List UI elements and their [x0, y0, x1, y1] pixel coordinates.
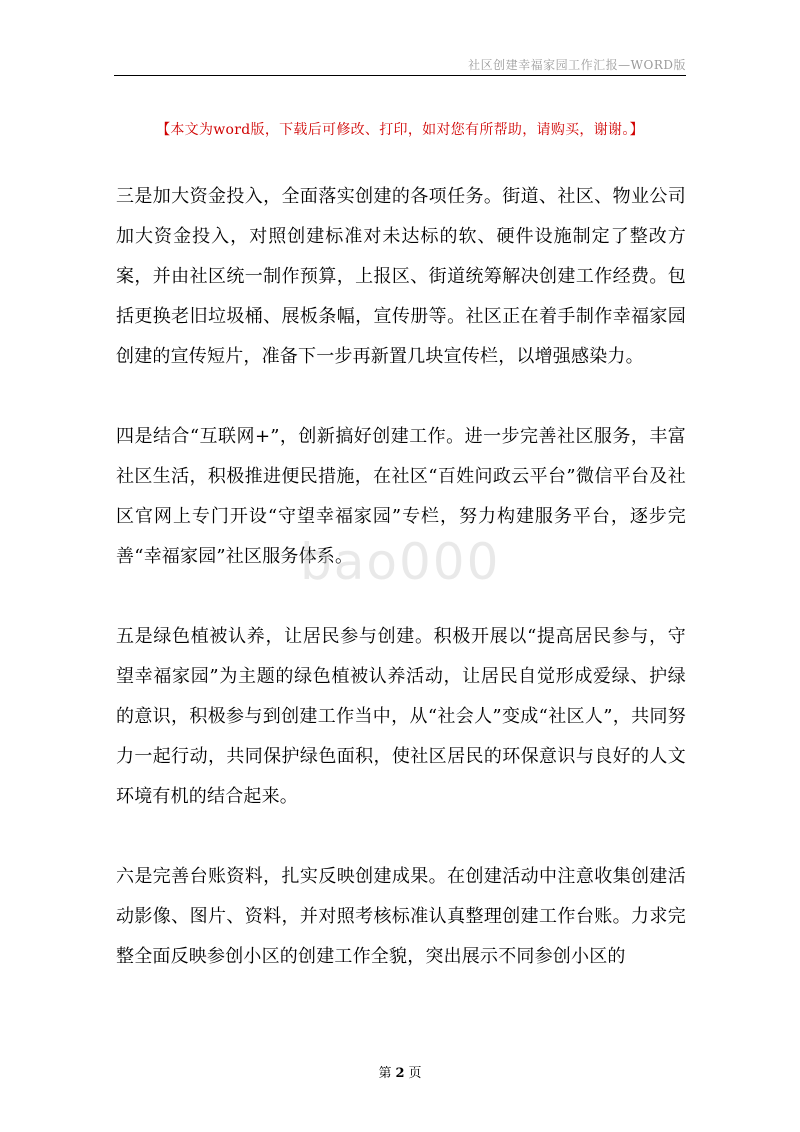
footer-prefix: 第 — [378, 1066, 392, 1081]
footer-suffix: 页 — [408, 1066, 422, 1081]
paragraph-internet-plus: 四是结合“互联网+”，创新搞好创建工作。进一步完善社区服务，丰富社区生活，积极推进便民措施，在社区“百姓问政云平台”微信平台及社区官网上专门开设“守望幸福家园”专栏，努力构建服务平台，逐步完善“幸福家园”社区服务体系。 — [116, 426, 686, 567]
running-header: 社区创建幸福家园工作汇报—WORD版 — [468, 58, 686, 72]
paragraph-funding: 三是加大资金投入，全面落实创建的各项任务。街道、社区、物业公司加大资金投入，对照创建标准对未达标的软、硬件设施制定了整改方案，并由社区统一制作预算，上报区、街道统筹解决创建工作经费。包括更换老旧垃圾桶、展板条幅，宣传册等。社区正在着手制作幸福家园创建的宣传短片，准备下一步再新置几块宣传栏，以增强感染力。 — [116, 186, 686, 367]
download-notice: 【本文为word版，下载后可修改、打印，如对您有所帮助，请购买，谢谢。】 — [156, 122, 644, 138]
watermark: bao000 — [300, 533, 501, 591]
body-text — [116, 177, 686, 1017]
page-number: 2 — [395, 1066, 405, 1081]
paragraph-ledger: 六是完善台账资料，扎实反映创建成果。在创建活动中注意收集创建活动影像、图片、资料，并对照考核标准认真整理创建工作台账。力求完整全面反映参创小区的创建工作全貌，突出展示不同参创小区的 — [116, 866, 686, 967]
paragraph-green-adoption: 五是绿色植被认养，让居民参与创建。积极开展以“提高居民参与，守望幸福家园”为主题的绿色植被认养活动，让居民自觉形成爱绿、护绿的意识，积极参与到创建工作当中，从“社会人”变成“社区人”，共同努力一起行动，共同保护绿色面积，使社区居民的环保意识与良好的人文环境有机的结合起来。 — [116, 626, 686, 807]
page-footer — [0, 1062, 800, 1081]
header-rule — [114, 75, 686, 76]
